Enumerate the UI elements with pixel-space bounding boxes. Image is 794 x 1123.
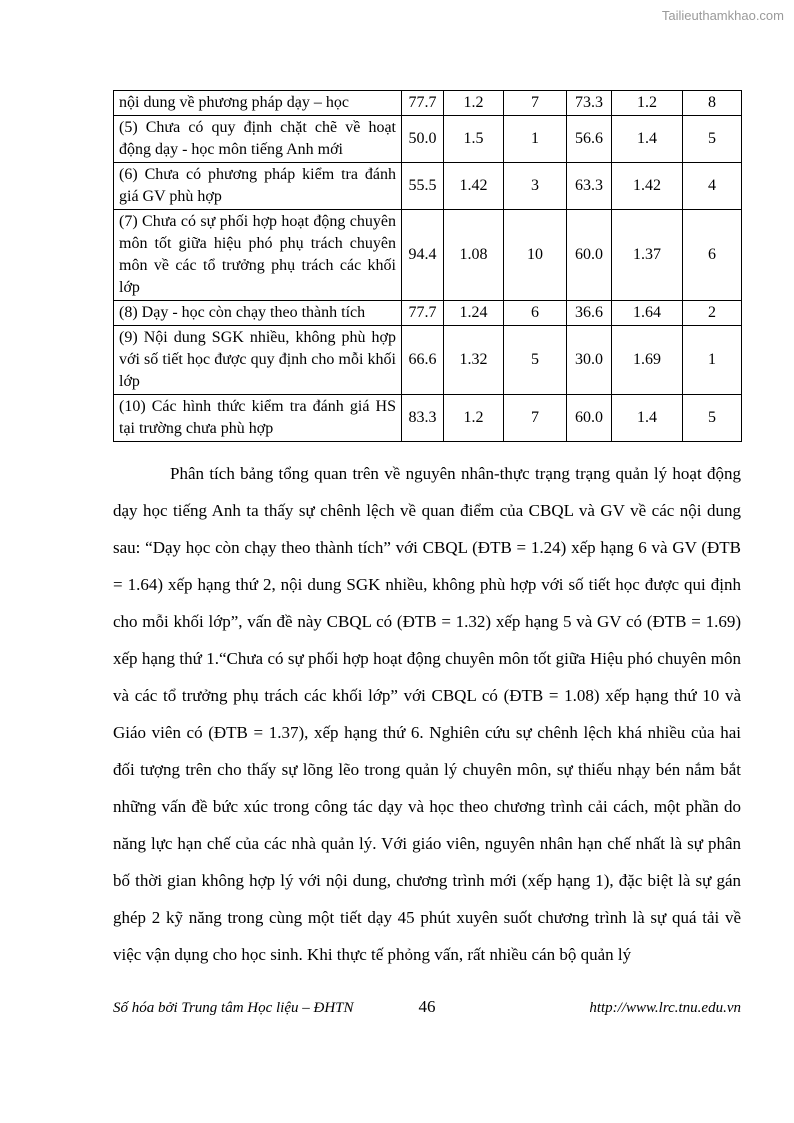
row-value: 73.3 [567,91,612,116]
row-value: 1.4 [612,116,683,163]
table-row [114,210,742,301]
row-value: 3 [504,163,567,210]
row-value: 30.0 [567,326,612,395]
row-value: 1.42 [444,163,504,210]
row-label: nội dung về phương pháp dạy – học [114,91,402,116]
row-value: 66.6 [402,326,444,395]
table-row [114,301,742,326]
row-value: 10 [504,210,567,301]
row-label: (9) Nội dung SGK nhiều, không phù hợp với số tiết học được quy định cho mỗi khối lớp [114,326,402,395]
row-label: (5) Chưa có quy định chặt chẽ về hoạt động dạy - học môn tiếng Anh mới [114,116,402,163]
row-value: 60.0 [567,210,612,301]
table-row [114,326,742,395]
row-value: 1.2 [444,395,504,442]
row-value: 94.4 [402,210,444,301]
row-value: 1.08 [444,210,504,301]
row-value: 6 [683,210,742,301]
row-label: (6) Chưa có phương pháp kiểm tra đánh giá GV phù hợp [114,163,402,210]
data-table [113,90,742,442]
row-value: 5 [683,395,742,442]
footer-digitized-by: Số hóa bởi Trung tâm Học liệu – ĐHTN [113,1000,354,1016]
row-value: 1.24 [444,301,504,326]
row-value: 60.0 [567,395,612,442]
row-value: 5 [683,116,742,163]
row-value: 2 [683,301,742,326]
row-value: 36.6 [567,301,612,326]
row-value: 83.3 [402,395,444,442]
page-footer [113,997,741,1017]
row-value: 77.7 [402,91,444,116]
row-value: 1.42 [612,163,683,210]
row-value: 1.32 [444,326,504,395]
row-value: 1.64 [612,301,683,326]
row-label: (8) Dạy - học còn chạy theo thành tích [114,301,402,326]
row-value: 1.2 [444,91,504,116]
row-value: 6 [504,301,567,326]
row-value: 56.6 [567,116,612,163]
body-paragraph: Phân tích bảng tổng quan trên về nguyên nhân-thực trạng trạng quản lý hoạt động dạy học tiếng Anh ta thấy sự chênh lệch về quan điểm của CBQL và GV về các nội dung sau: “Dạy học còn chạy theo thành tích” với CBQL (ĐTB = 1.24) xếp hạng 6 và GV (ĐTB = 1.64) xếp hạng thứ 2, nội dung SGK nhiều, không phù hợp với số tiết học được qui định cho mỗi khối lớp”, vấn đề này CBQL có (ĐTB = 1.32) xếp hạng 5 và GV có (ĐTB = 1.69) xếp hạng thứ 1.“Chưa có sự phối hợp hoạt động chuyên môn tốt giữa Hiệu phó chuyên môn và các tổ trưởng phụ trách các khối lớp” với CBQL có (ĐTB = 1.08) xếp hạng thứ 10 và Giáo viên có (ĐTB = 1.37), xếp hạng thứ 6. Nghiên cứu sự chênh lệch khá nhiều của hai đối tượng trên cho thấy sự lõng lẽo trong quản lý chuyên môn, sự thiếu nhạy bén nắm bắt những vấn đề bức xúc trong công tác dạy và học theo chương trình cải cách, một phần do năng lực hạn chế của các nhà quản lý. Với giáo viên, nguyên nhân hạn chế nhất là sự phân bố thời gian không hợp lý với nội dung, chương trình mới (xếp hạng 1), đặc biệt là sự gán ghép 2 kỹ năng trong cùng một tiết dạy 45 phút xuyên suốt chương trình là sự quá tải về việc vận dụng cho học sinh. Khi thực tế phỏng vấn, rất nhiều cán bộ quản lý [113,464,741,964]
row-value: 1.4 [612,395,683,442]
page-number: 46 [418,997,436,1016]
table-row [114,116,742,163]
page-content [113,90,741,973]
row-value: 1 [683,326,742,395]
row-value: 7 [504,395,567,442]
table-body [114,91,742,442]
row-value: 50.0 [402,116,444,163]
row-value: 1.69 [612,326,683,395]
row-value: 1.37 [612,210,683,301]
row-value: 1 [504,116,567,163]
table-row [114,395,742,442]
row-value: 7 [504,91,567,116]
table-row [114,163,742,210]
footer-url[interactable]: http://www.lrc.tnu.edu.vn [589,1000,741,1016]
row-value: 55.5 [402,163,444,210]
watermark: Tailieuthamkhao.com [661,8,784,23]
row-value: 4 [683,163,742,210]
row-value: 63.3 [567,163,612,210]
table-row [114,91,742,116]
row-value: 1.2 [612,91,683,116]
row-label: (7) Chưa có sự phối hợp hoạt động chuyên môn tốt giữa hiệu phó phụ trách chuyên môn về các tổ trưởng phụ trách các khối lớp [114,210,402,301]
row-value: 8 [683,91,742,116]
row-value: 77.7 [402,301,444,326]
row-value: 1.5 [444,116,504,163]
row-label: (10) Các hình thức kiểm tra đánh giá HS tại trường chưa phù hợp [114,395,402,442]
row-value: 5 [504,326,567,395]
